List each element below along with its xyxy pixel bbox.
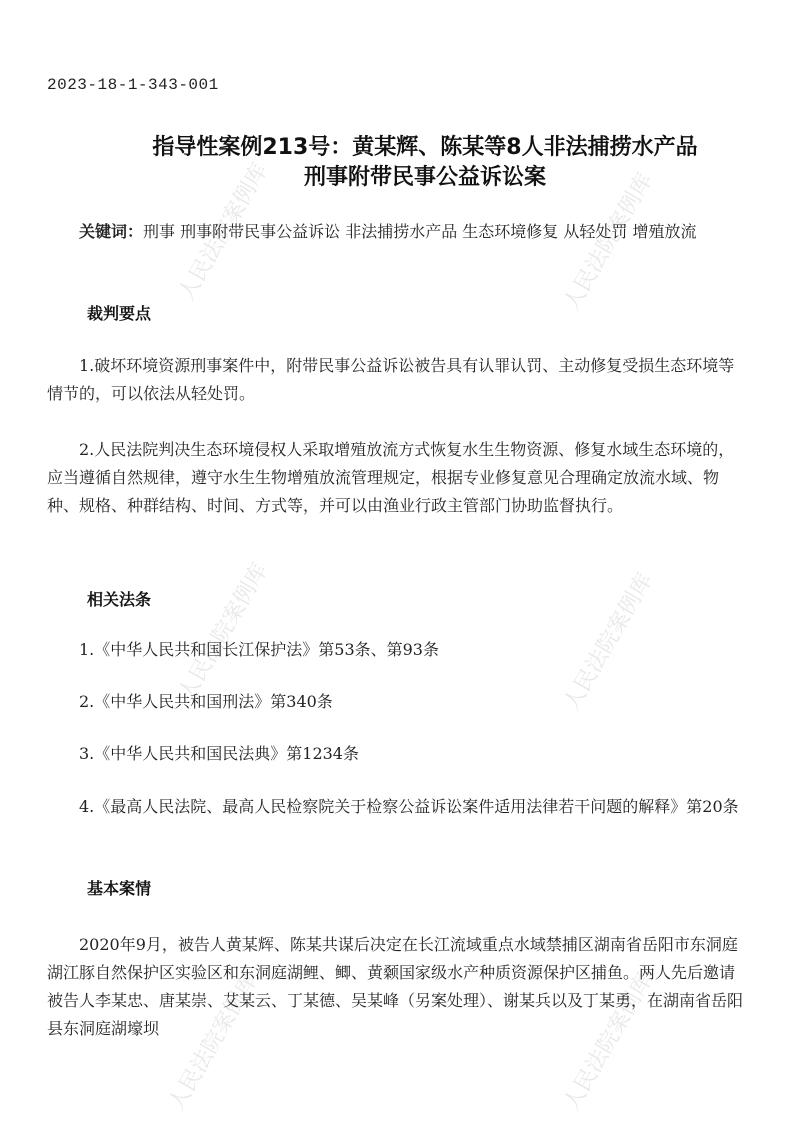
laws-heading: 相关法条: [87, 590, 152, 609]
ruling-2: 2.人民法院判决生态环境侵权人采取增殖放流方式恢复水生生物资源、修复水域生态环境的，应当遵循自然规律，遵守水生生物增殖放流管理规定，根据专业修复意见合理确定放流水域、物种、规格、种群结构、时间、方式等，并可以由渔业行政主管部门协助监督执行。: [47, 440, 735, 515]
keywords-text: 刑事 刑事附带民事公益诉讼 非法捕捞水产品 生态环境修复 从轻处罚 增殖放流: [143, 222, 697, 241]
watermark: 人民法院案例库: [559, 169, 658, 315]
ruling-1: 1.破坏环境资源刑事案件中，附带民事公益诉讼被告具有认罪认罚、主动修复受损生态环境等情节的，可以依法从轻处罚。: [47, 356, 735, 403]
law-3: 3.《中华人民共和国民法典》第1234条: [79, 744, 359, 763]
watermark: 人民法院案例库: [174, 159, 273, 305]
page-title: 指导性案例213号：黄某辉、陈某等8人非法捕捞水产品: [152, 135, 698, 160]
facts-heading: 基本案情: [87, 879, 152, 898]
watermark: 人民法院案例库: [559, 969, 658, 1115]
watermark: 人民法院案例库: [164, 969, 263, 1115]
law-2: 2.《中华人民共和国刑法》第340条: [79, 692, 333, 711]
watermark: 人民法院案例库: [174, 559, 273, 705]
page-subtitle: 刑事附带民事公益诉讼案: [303, 165, 546, 190]
watermark: 人民法院案例库: [559, 569, 658, 715]
law-4: 4.《最高人民法院、最高人民检察院关于检察公益诉讼案件适用法律若干问题的解释》第20条: [79, 797, 739, 816]
facts-paragraph-1: 2020年9月，被告人黄某辉、陈某共谋后决定在长江流域重点水域禁捕区湖南省岳阳市东洞庭湖江豚自然保护区实验区和东洞庭湖鲤、鲫、黄颡国家级水产种质资源保护区捕鱼。两人先后邀请被告人李某忠、唐某崇、艾某云、丁某德、吴某峰（另案处理）、谢某兵以及丁某勇，在湖南省岳阳县东洞庭湖壕坝: [47, 935, 744, 1038]
rulings-heading: 裁判要点: [87, 304, 152, 323]
keywords-label: 关键词：: [79, 222, 144, 241]
law-1: 1.《中华人民共和国长江保护法》第53条、第93条: [79, 640, 439, 659]
keywords: [47, 218, 747, 246]
document-id: 2023-18-1-343-001: [47, 76, 219, 94]
